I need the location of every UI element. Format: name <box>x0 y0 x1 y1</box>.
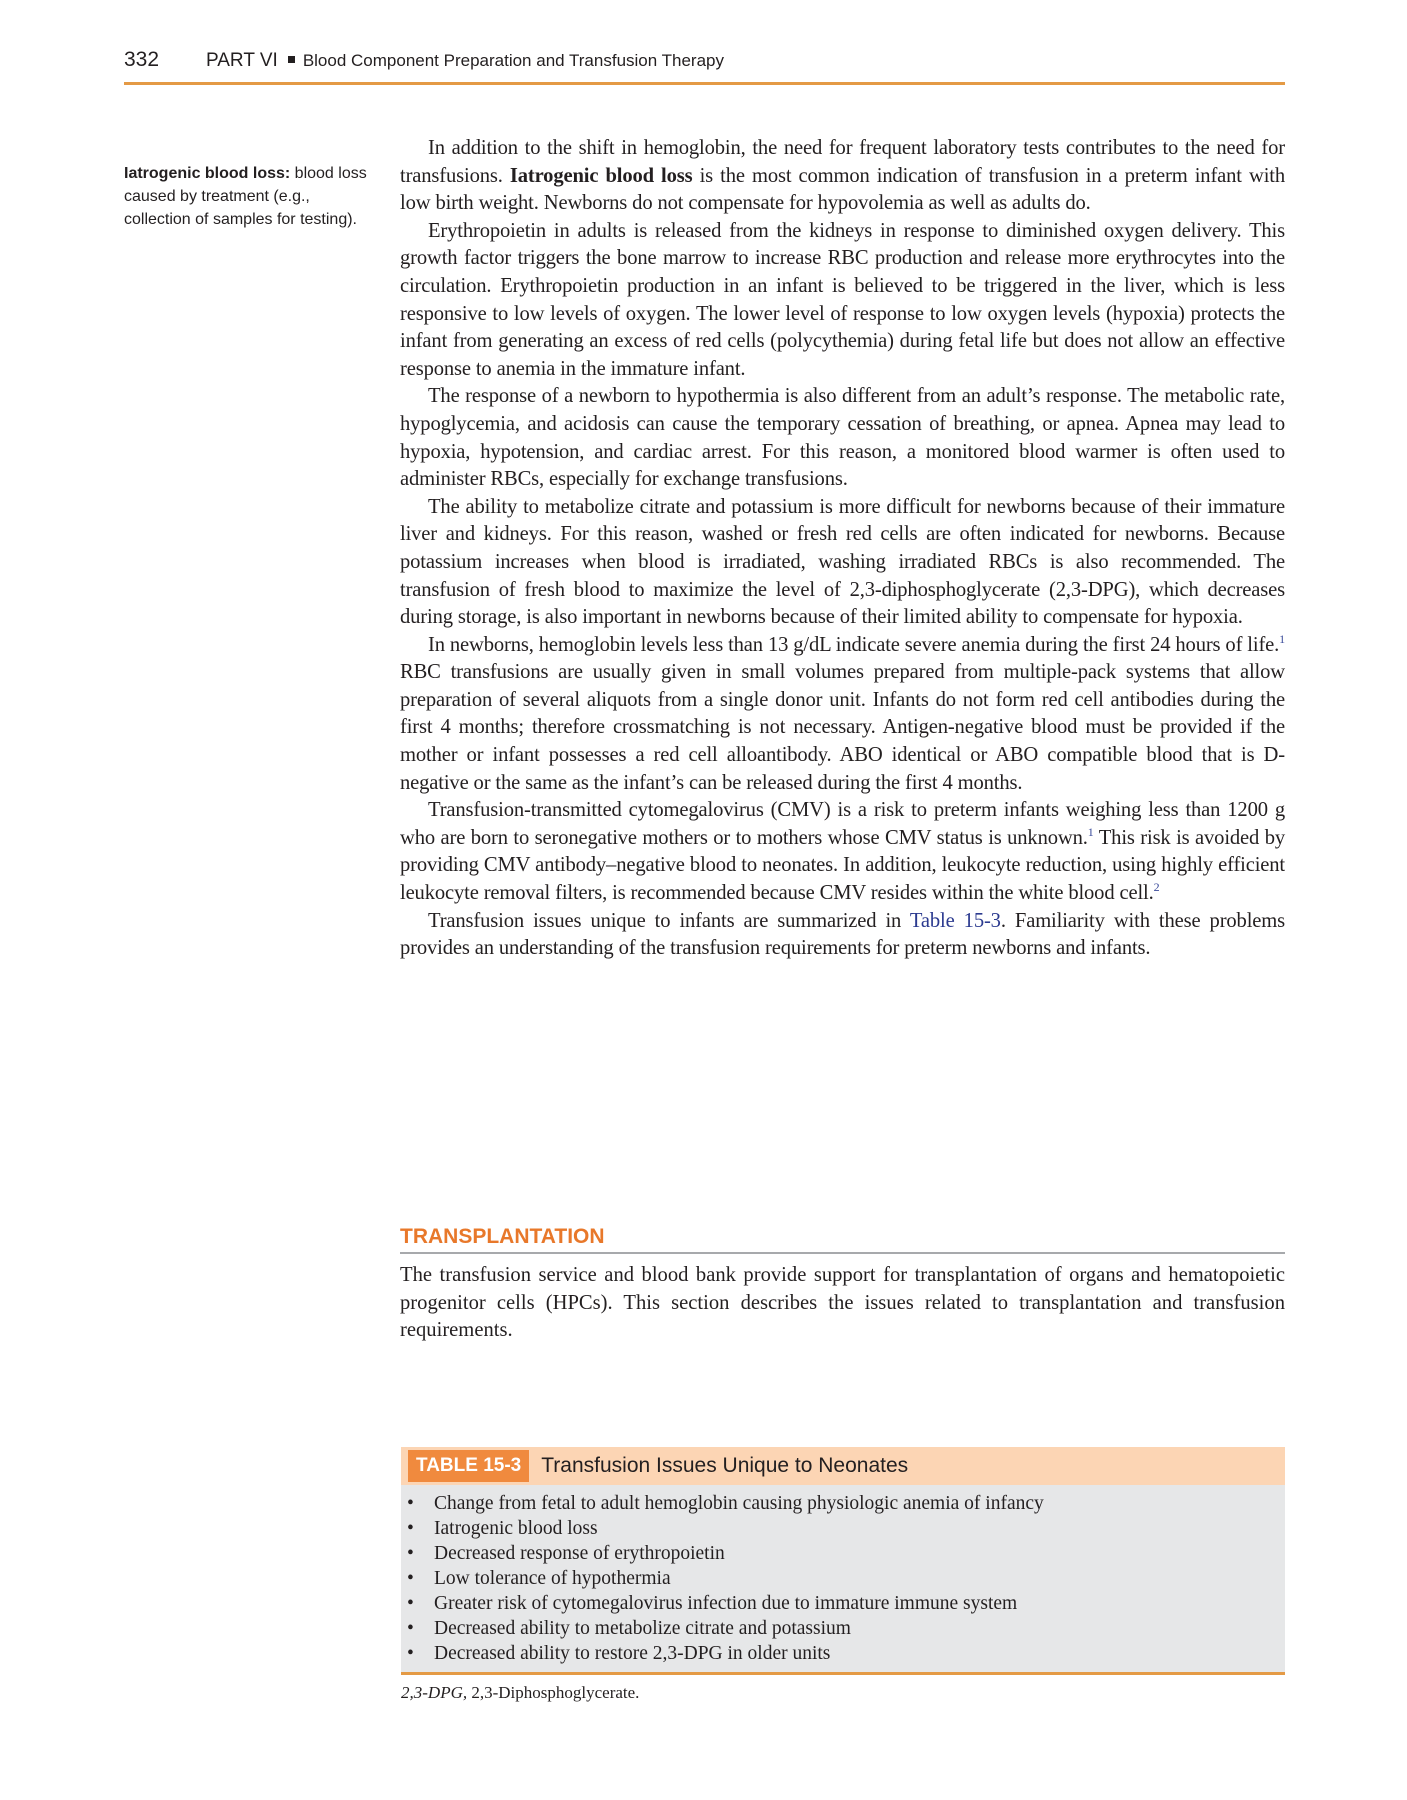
reference-link[interactable]: 1 <box>1279 631 1285 646</box>
table-15-3 <box>401 1447 1285 1703</box>
running-header <box>124 48 1285 82</box>
table-label: TABLE 15-3 <box>408 1450 529 1482</box>
margin-glossary <box>124 162 374 231</box>
text: Transfusion-transmitted cytomegalovirus (CMV) is a risk to preterm infants weighing less than 1200 g who are born to seronegative mothers or to mothers whose CMV status is unknown. <box>400 799 1285 849</box>
list-item: • Decreased ability to restore 2,3-DPG in older units <box>401 1641 1285 1666</box>
reference-link[interactable]: 1 <box>1087 824 1094 839</box>
paragraph <box>400 135 1285 218</box>
text: In newborns, hemoglobin levels less than 13 g/dL indicate severe anemia during the first 24 hours of life. <box>428 633 1280 656</box>
paragraph: The ability to metabolize citrate and potassium is more difficult for newborns because of their immature liver and kidneys. For this reason, washed or fresh red cells are often indicated for newborns. Because potassium increases when blood is irradiated, washing irradiated RBCs is also recommended. The transfusion of fresh blood to maximize the level of 2,3-diphosphoglycerate (2,3-DPG), which decreases during storage, is also important in newborns because of their limited ability to compensate for hypoxia. <box>400 495 1285 629</box>
section-text: The transfusion service and blood bank provide support for transplantation of organs and hematopoietic progenitor cells (HPCs). This section describes the issues related to transplantation and transfusion requirements. <box>400 1264 1285 1342</box>
paragraph <box>400 908 1285 963</box>
footnote-abbr: 2,3-DPG, <box>401 1683 468 1702</box>
square-bullet-icon <box>288 56 295 63</box>
text: is the most common indication of transfusion in a preterm infant with low birth weight. Newborns do not compensate for hypovolemia as well as adults do. <box>400 164 1285 215</box>
table-footnote <box>401 1683 1285 1703</box>
glossary-definition: blood loss caused by treatment (e.g., collection of samples for testing). <box>124 165 367 228</box>
paragraph: Erythropoietin in adults is released from the kidneys in response to diminished oxygen delivery. This growth factor triggers the bone marrow to increase RBC production and release more erythrocytes into the circulation. Erythropoietin production in an infant is believed to be triggered in the liver, which is less responsive to low levels of oxygen. The lower level of response to low oxygen levels (hypoxia) protects the infant from generating an excess of red cells (polycythemia) during fetal life but does not allow an effective response to anemia in the immature infant. <box>400 219 1285 380</box>
paragraph <box>400 797 1285 907</box>
paragraph: The response of a newborn to hypothermia is also different from an adult’s response. The metabolic rate, hypoglycemia, and acidosis can cause the temporary cessation of breathing, or apnea. Apnea may lead to hypoxia, hypotension, and cardiac arrest. For this reason, a monitored blood warmer is often used to administer RBCs, especially for exchange transfusions. <box>400 385 1285 491</box>
section-heading: TRANSPLANTATION <box>400 1225 1285 1254</box>
issue-list <box>401 1491 1285 1666</box>
page-number: 332 <box>124 48 160 71</box>
paragraph <box>400 632 1285 798</box>
table-title: Transfusion Issues Unique to Neonates <box>541 1454 909 1477</box>
list-item: • Decreased response of erythropoietin <box>401 1541 1285 1566</box>
text: RBC transfusions are usually given in small volumes prepared from multiple-pack systems that allow preparation of several aliquots from a single donor unit. Infants do not form red cell antibodies during the first 4 months; therefore crossmatching is not necessary. Antigen-negative blood must be provided if the mother or infant possesses a red cell alloantibody. ABO identical or ABO compatible blood that is D-negative or the same as the infant’s can be released during the first 4 months. <box>400 661 1285 794</box>
chapter-title: Blood Component Preparation and Transfusion Therapy <box>302 51 724 70</box>
transplantation-section <box>400 1225 1285 1345</box>
list-item: • Decreased ability to metabolize citrate and potassium <box>401 1616 1285 1641</box>
text: . Familiarity with these problems provides an understanding of the transfusion requirements for preterm newborns and infants. <box>400 909 1285 960</box>
table-link[interactable]: Table 15-3 <box>909 909 1001 932</box>
text: This risk is avoided by providing CMV antibody–negative blood to neonates. In addition, leukocyte reduction, using highly efficient leukocyte removal filters, is recommended because CMV resides within the white blood cell. <box>400 826 1285 905</box>
table-body <box>401 1485 1285 1675</box>
list-item: • Greater risk of cytomegalovirus infection due to immature immune system <box>401 1591 1285 1616</box>
part-label: PART VI <box>206 50 278 71</box>
list-item: • Low tolerance of hypothermia <box>401 1566 1285 1591</box>
key-term: Iatrogenic blood loss <box>509 164 693 187</box>
glossary-term: Iatrogenic blood loss: <box>124 165 291 182</box>
header-rule <box>124 82 1285 85</box>
table-header <box>401 1447 1285 1485</box>
footnote-text: 2,3-Diphosphoglycerate. <box>467 1683 640 1702</box>
body-text <box>400 135 1285 963</box>
list-item: • Iatrogenic blood loss <box>401 1516 1285 1541</box>
text: Transfusion issues unique to infants are summarized in <box>428 909 910 932</box>
list-item: • Change from fetal to adult hemoglobin causing physiologic anemia of infancy <box>401 1491 1285 1516</box>
text: In addition to the shift in hemoglobin, the need for frequent laboratory tests contributes to the need for transfusions. <box>400 137 1285 187</box>
reference-link[interactable]: 2 <box>1153 880 1160 895</box>
